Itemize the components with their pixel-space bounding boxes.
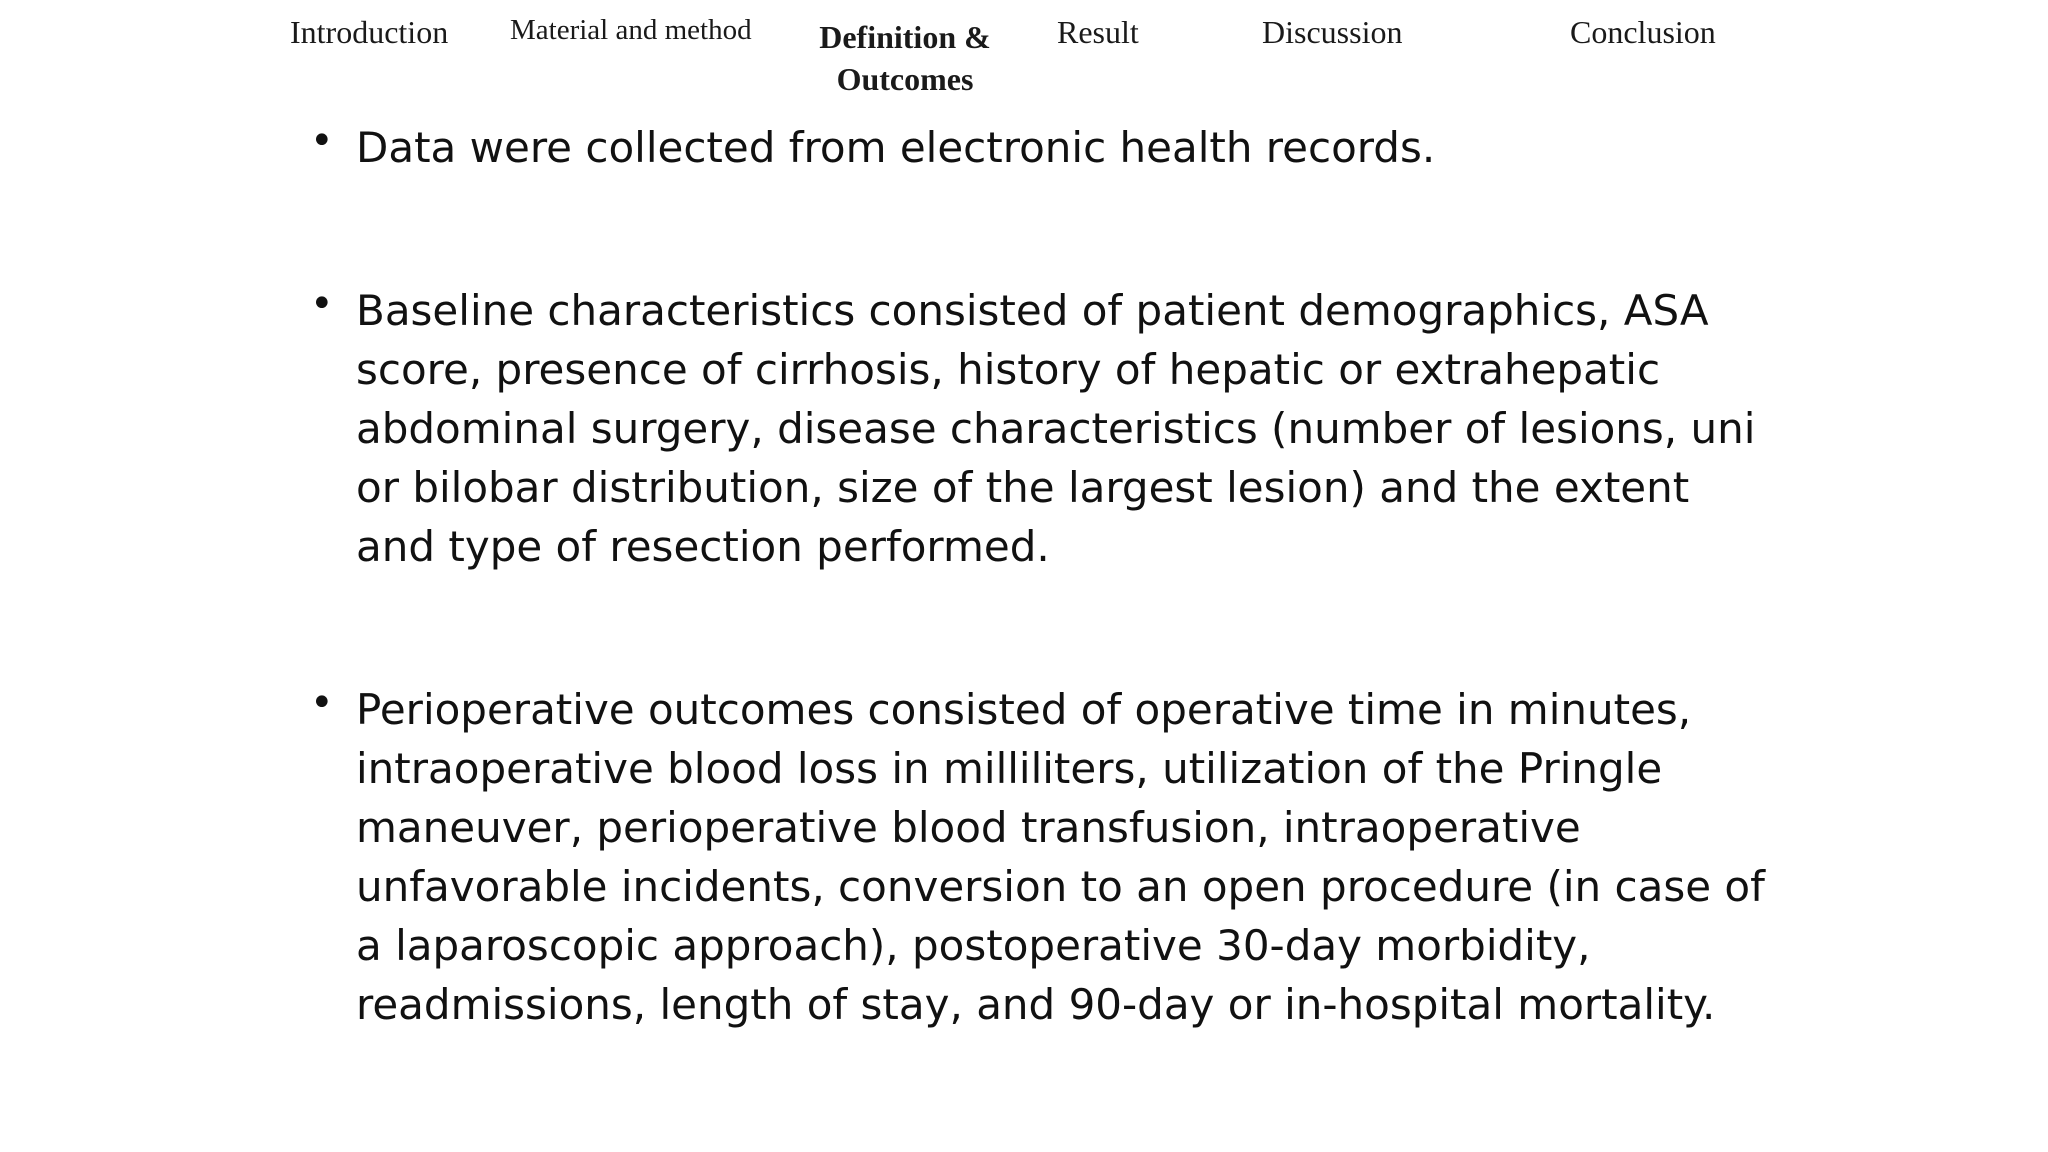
slide-content xyxy=(310,118,1780,1034)
bullet-baseline-characteristics: • Baseline characteristics consisted of patient demographics, ASA score, presence of cirrhosis, history of hepatic or extrahepatic abdominal surgery, disease characteristics (number of lesions, uni or bilobar distribution, size of the largest lesion) and the extent and type of resection performed. xyxy=(310,281,1780,576)
nav-item-discussion[interactable]: Discussion xyxy=(1262,14,1403,50)
section-navigation xyxy=(0,0,2048,110)
nav-item-result[interactable]: Result xyxy=(1057,14,1139,50)
nav-item-conclusion[interactable]: Conclusion xyxy=(1570,14,1716,50)
bullet-data-collection: • Data were collected from electronic health records. xyxy=(310,118,1780,177)
nav-item-definition-outcomes[interactable] xyxy=(800,16,1010,100)
nav-item-definition-line1: Definition & xyxy=(819,19,991,55)
nav-item-introduction[interactable]: Introduction xyxy=(290,14,449,50)
nav-item-definition-line2: Outcomes xyxy=(836,61,974,97)
bullet-perioperative-outcomes: • Perioperative outcomes consisted of operative time in minutes, intraoperative blood loss in milliliters, utilization of the Pringle maneuver, perioperative blood transfusion, intraoperative unfavorable incidents, conversion to an open procedure (in case of a laparoscopic approach), postoperative 30-day morbidity, readmissions, length of stay, and 90-day or in-hospital mortality. xyxy=(310,680,1780,1034)
nav-item-material-and-method[interactable]: Material and method xyxy=(510,14,752,46)
